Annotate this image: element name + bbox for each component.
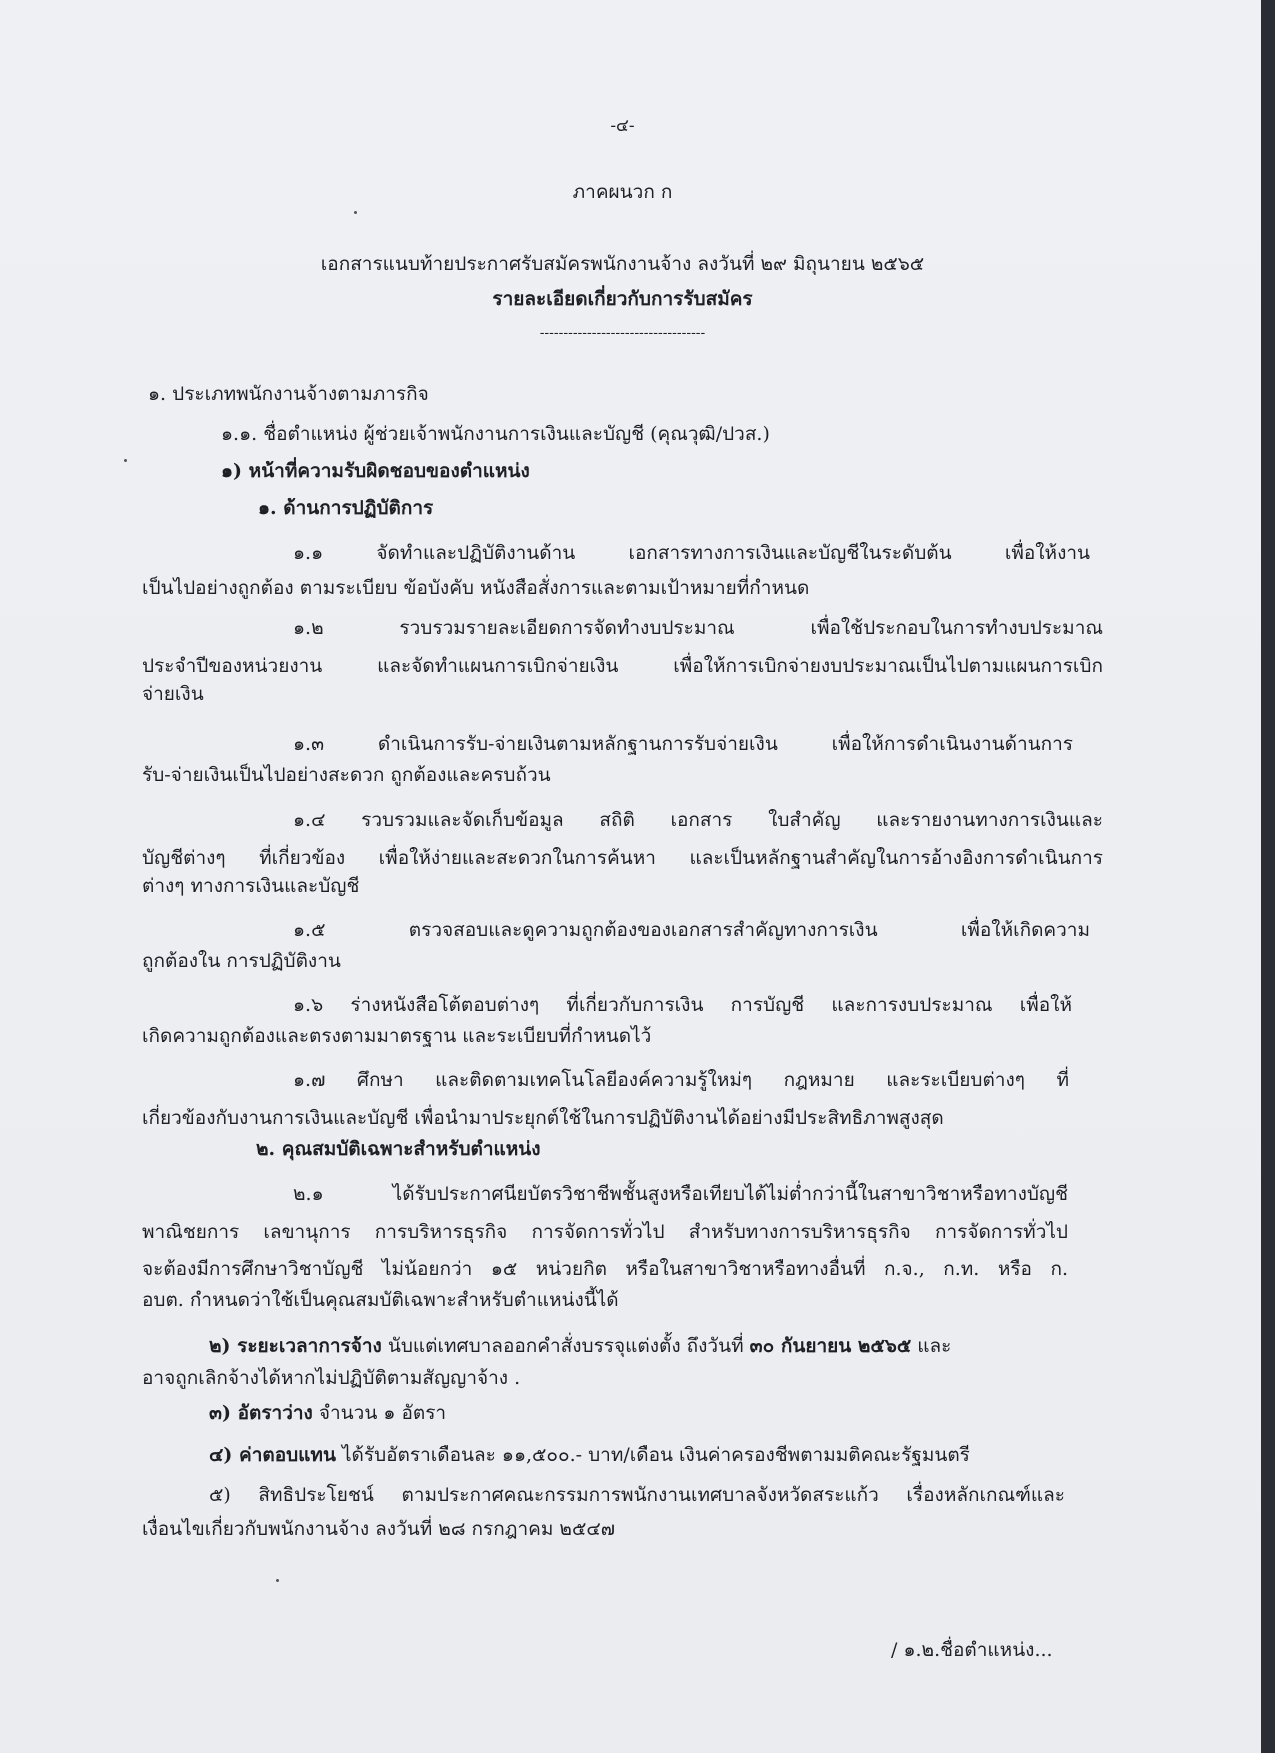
item-2-1-cont2: จะต้องมีการศึกษาวิชาบัญชี ไม่น้อยกว่า ๑๕ หน่วยกิต หรือในสาขาวิชาหรือทางอื่นที่ ก.จ., ก.ท. หรือ ก. <box>142 1258 1068 1280</box>
item-1-5: ๑.๕ ตรวจสอบและดูความถูกต้องของเอกสารสำคัญทางการเงิน เพื่อให้เกิดความ <box>293 919 1090 941</box>
item-2-1-cont: พาณิชยการ เลขานุการ การบริหารธุรกิจ การจัดการทั่วไป สำหรับทางการบริหารธุรกิจ การจัดการทั่วไป <box>142 1221 1068 1243</box>
benefits: ๕) สิทธิประโยชน์ ตามประกาศคณะกรรมการพนักงานเทศบาลจังหวัดสระแก้ว เรื่องหลักเกณฑ์และ <box>209 1484 1065 1506</box>
duties-heading: ๑) หน้าที่ความรับผิดชอบของตำแหน่ง <box>221 460 530 482</box>
divider: ----------------------------------- <box>539 325 706 341</box>
compensation-label: ๔) ค่าตอบแทน <box>209 1444 336 1466</box>
item-1-6-cont: เกิดความถูกต้องและตรงตามมาตรฐาน และระเบียบที่กำหนดไว้ <box>142 1025 652 1047</box>
compensation <box>209 1446 970 1465</box>
operations-heading: ๑. ด้านการปฏิบัติการ <box>258 497 434 519</box>
item-1-2: ๑.๒ รวบรวมรายละเอียดการจัดทำงบประมาณ เพื่อใช้ประกอบในการทำงบประมาณ <box>293 617 1103 639</box>
item-1-3: ๑.๓ ดำเนินการรับ-จ่ายเงินตามหลักฐานการรับจ่ายเงิน เพื่อให้การดำเนินงานด้านการ <box>293 733 1073 755</box>
employment-period <box>209 1337 951 1356</box>
employment-period-end: และ <box>911 1335 952 1357</box>
employment-period-cont: อาจถูกเลิกจ้างได้หากไม่ปฏิบัติตามสัญญาจ้าง . <box>142 1367 521 1389</box>
item-1-4-cont: บัญชีต่างๆ ที่เกี่ยวข้อง เพื่อให้ง่ายและสะดวกในการค้นหา และเป็นหลักฐานสำคัญในการอ้างอิงการดำเนินการ <box>142 847 1103 869</box>
item-1-3-cont: รับ-จ่ายเงินเป็นไปอย่างสะดวก ถูกต้องและครบถ้วน <box>142 764 551 786</box>
item-1-7-cont: เกี่ยวข้องกับงานการเงินและบัญชี เพื่อนำมาประยุกต์ใช้ในการปฏิบัติงานได้อย่างมีประสิทธิภาพสูงสุด <box>142 1107 944 1129</box>
employment-end-date: ๓๐ กันยายน ๒๕๖๕ <box>749 1335 912 1357</box>
scan-speck <box>124 459 127 462</box>
continuation-note: / ๑.๒.ชื่อตำแหน่ง... <box>891 1639 1053 1661</box>
item-1-2-cont2: จ่ายเงิน <box>142 683 204 705</box>
scan-speck <box>354 211 357 214</box>
employment-period-text: นับแต่เทศบาลออกคำสั่งบรรจุแต่งตั้ง ถึงวันที่ <box>381 1335 750 1357</box>
scan-edge <box>1261 0 1275 1753</box>
section-1: ๑. ประเภทพนักงานจ้างตามภารกิจ <box>148 383 429 405</box>
scan-speck <box>276 1579 279 1582</box>
item-1-1: ๑.๑ จัดทำและปฏิบัติงานด้าน เอกสารทางการเงินและบัญชีในระดับต้น เพื่อให้งาน <box>293 542 1090 564</box>
item-1-5-cont: ถูกต้องใน การปฏิบัติงาน <box>142 950 341 972</box>
item-1-2-cont: ประจำปีของหน่วยงาน และจัดทำแผนการเบิกจ่ายเงิน เพื่อให้การเบิกจ่ายงบประมาณเป็นไปตามแผนการเบิก <box>142 655 1103 677</box>
item-2-1-cont3: อบต. กำหนดว่าใช้เป็นคุณสมบัติเฉพาะสำหรับตำแหน่งนี้ได้ <box>142 1289 619 1311</box>
qualifications-heading: ๒. คุณสมบัติเฉพาะสำหรับตำแหน่ง <box>256 1138 541 1160</box>
item-1-4: ๑.๔ รวบรวมและจัดเก็บข้อมูล สถิติ เอกสาร ใบสำคัญ และรายงานทางการเงินและ <box>293 809 1103 831</box>
vacancy-label: ๓) อัตราว่าง <box>209 1402 313 1424</box>
compensation-text: ได้รับอัตราเดือนละ ๑๑,๕๐๐.- บาท/เดือน เงินค่าครองชีพตามมติคณะรัฐมนตรี <box>335 1444 970 1466</box>
item-2-1: ๒.๑ ได้รับประกาศนียบัตรวิชาชีพชั้นสูงหรือเทียบได้ไม่ต่ำกว่านี้ในสาขาวิชาหรือทางบัญชี <box>293 1183 1068 1205</box>
page-number: -๔- <box>610 116 635 136</box>
item-1-6: ๑.๖ ร่างหนังสือโต้ตอบต่างๆ ที่เกี่ยวกับการเงิน การบัญชี และการงบประมาณ เพื่อให้ <box>293 994 1072 1016</box>
item-1-7: ๑.๗ ศึกษา และติดตามเทคโนโลยีองค์ความรู้ใหม่ๆ กฎหมาย และระเบียบต่างๆ ที่ <box>293 1069 1069 1091</box>
employment-period-label: ๒) ระยะเวลาการจ้าง <box>209 1335 382 1357</box>
doc-title: เอกสารแนบท้ายประกาศรับสมัครพนักงานจ้าง ลงวันที่ ๒๙ มิถุนายน ๒๕๖๕ <box>320 253 925 275</box>
vacancy-text: จำนวน ๑ อัตรา <box>312 1402 447 1424</box>
position-title: ๑.๑. ชื่อตำแหน่ง ผู้ช่วยเจ้าพนักงานการเงินและบัญชี (คุณวุฒิ/ปวส.) <box>221 423 770 445</box>
vacancy <box>209 1404 446 1423</box>
benefits-cont: เงื่อนไขเกี่ยวกับพนักงานจ้าง ลงวันที่ ๒๘ กรกฎาคม ๒๕๔๗ <box>142 1518 615 1540</box>
appendix-heading: ภาคผนวก ก <box>572 181 673 203</box>
item-1-4-cont2: ต่างๆ ทางการเงินและบัญชี <box>142 875 360 897</box>
doc-subtitle: รายละเอียดเกี่ยวกับการรับสมัคร <box>492 288 753 310</box>
item-1-1-cont: เป็นไปอย่างถูกต้อง ตามระเบียบ ข้อบังคับ หนังสือสั่งการและตามเป้าหมายที่กำหนด <box>142 577 810 599</box>
